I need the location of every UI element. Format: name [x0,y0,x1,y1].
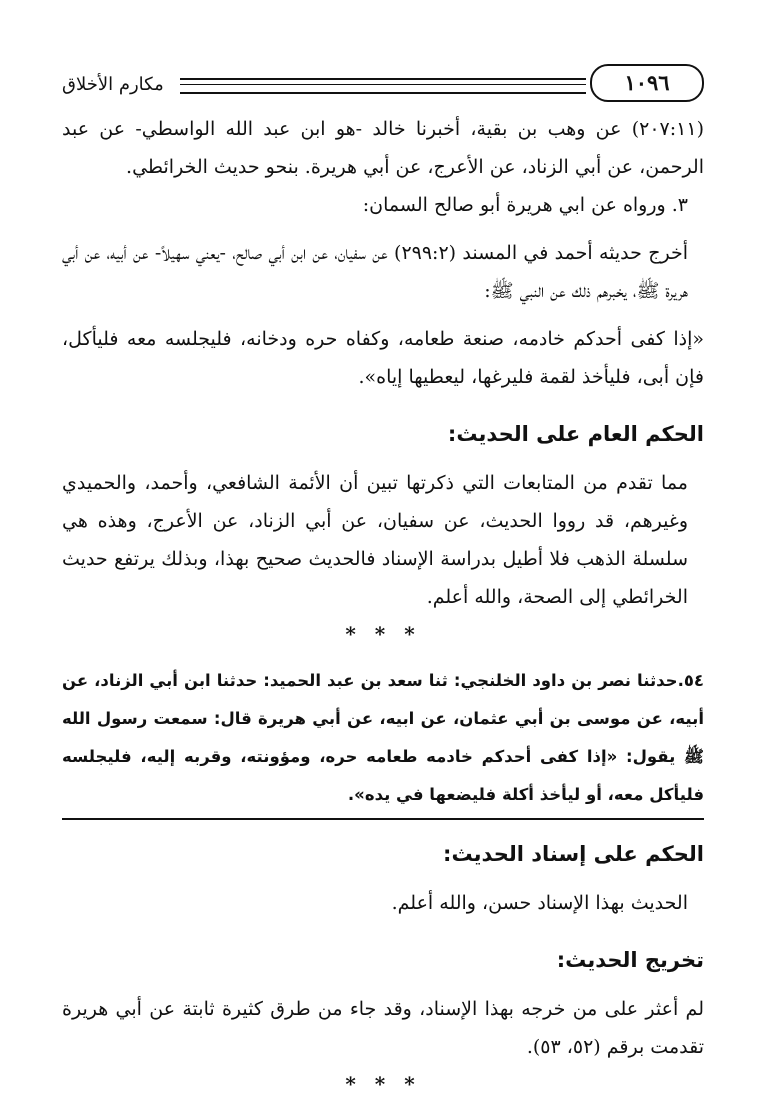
paragraph-ahmad: أخرج حديثه أحمد في المسند (٢٩٩:٢) عن سفيان، عن ابن أبي صالح، -يعني سهيلاً- عن أبيه، عن أبي هريرة ﷺ، يخبرهم ذلك عن النبي ﷺ: [62,242,688,302]
paragraph-takhrij: لم أعثر على من خرجه بهذا الإسناد، وقد جاء من طرق كثيرة ثابتة عن أبي هريرة تقدمت برقم (٥٢، ٥٣). [62,998,704,1058]
header-rule [180,78,586,94]
point-3: ٣. ورواه عن ابي هريرة أبو صالح السمان: [362,194,688,216]
page-header [62,58,704,110]
hadith-quote-1: «إذا كفى أحدكم خادمه، صنعة طعامه، وكفاه حره ودخانه، فليجلسه معه فليأكل، فإن أبى، فليأخذ لقمة فليرغها، ليعطيها إياه». [62,328,704,388]
closing-stars: * * * [345,1072,421,1096]
narration-54 [62,662,704,814]
heading-isnad-ruling: الحكم على إسناد الحديث: [443,842,704,866]
heading-takhrij: تخريج الحديث: [556,948,704,972]
page-number: ١٠٩٦ [590,64,704,102]
paragraph-chain-1: (٢٠٧:١١) عن وهب بن بقية، أخبرنا خالد -هو ابن عبد الله الواسطي- عن عبد الرحمن، عن أبي الزناد، عن الأعرج، عن أبي هريرة. بنحو حديث الخرائطي. [62,118,704,178]
book-page [62,58,704,1102]
narration-54-text: ٥٤.حدثنا نصر بن داود الخلنجي: ثنا سعد بن عبد الحميد: حدثنا ابن أبي الزناد، عن أبيه، عن موسى بن أبي عثمان، عن ابيه، عن أبي هريرة قال: سمعت رسول الله ﷺ يقول: «إذا كفى أحدكم خادمه طعامه حره، ومؤونته، وقربه إليه، فليجلسه فليأكل معه، أو ليأخذ أكلة فليضعها في يده». [62,671,704,804]
heading-general-ruling: الحكم العام على الحديث: [447,422,704,446]
section-stars: * * * [345,622,421,646]
paragraph-general-ruling: مما تقدم من المتابعات التي ذكرتها تبين أن الأئمة الشافعي، وأحمد، والحميدي وغيرهم، قد رووا الحديث، عن سفيان، عن أبي الزناد، عن الأعرج، وهذه هي سلسلة الذهب فلا أطيل بدراسة الإسناد فالحديث صحيح بهذا، وبذلك يرتفع حديث الخرائطي إلى الصحة، والله أعلم. [62,472,688,608]
paragraph-isnad-ruling: الحديث بهذا الإسناد حسن، والله أعلم. [391,892,688,914]
running-title: مكارم الأخلاق [62,74,164,95]
narration-divider [62,818,704,820]
